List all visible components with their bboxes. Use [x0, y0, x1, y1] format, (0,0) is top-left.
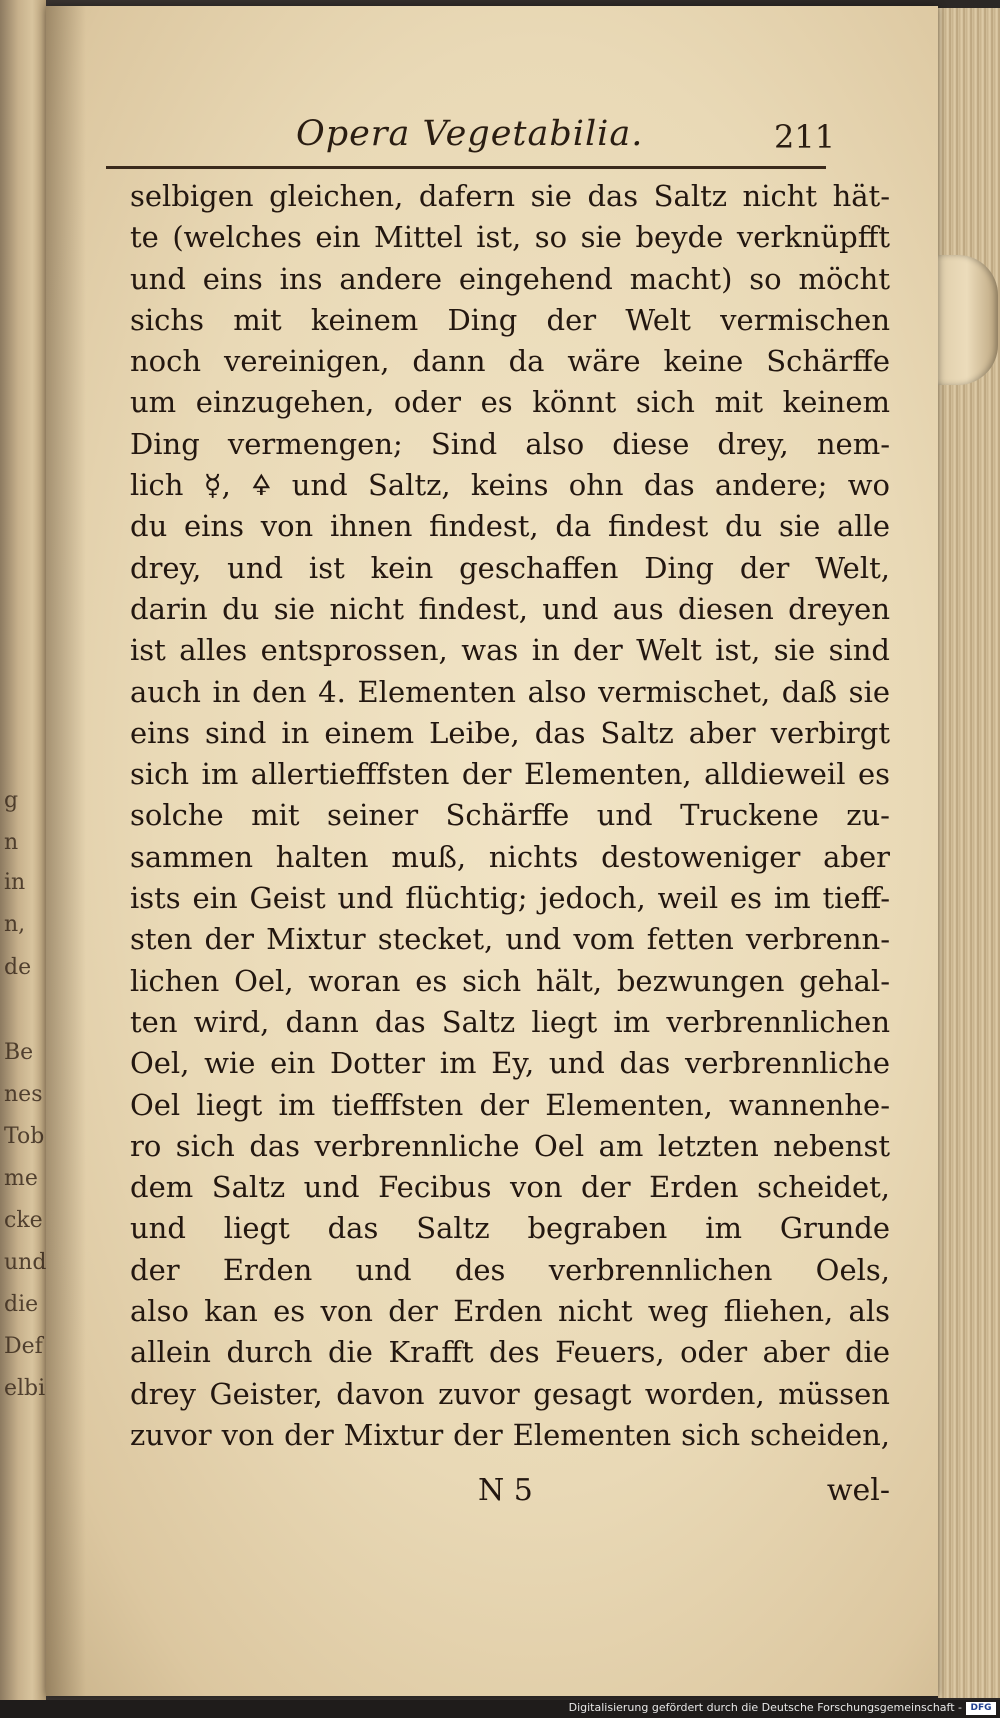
text-line: zuvor von der Mixtur der Elementen sich scheiden,	[130, 1417, 890, 1452]
text-line: um einzugehen, oder es könnt sich mit keinem	[130, 385, 890, 420]
text-line: der Erden und des verbrennlichen Oels,	[130, 1252, 890, 1287]
page-footer	[130, 1473, 890, 1517]
text-line: ro sich das verbrennliche Oel am letzten nebenst	[130, 1128, 890, 1163]
margin-fragment: und	[4, 1250, 47, 1275]
text-line: du eins von ihnen findest, da findest du sie alle	[130, 509, 890, 544]
text-line: lichen Oel, woran es sich hält, bezwungen gehal-	[130, 963, 890, 998]
signature-mark: N 5	[478, 1473, 533, 1508]
margin-fragment: die	[4, 1292, 39, 1317]
gutter-shadow	[46, 6, 86, 1696]
margin-fragment: g	[4, 788, 19, 813]
text-line: und liegt das Saltz begraben im Grunde	[130, 1211, 890, 1246]
margin-fragment: elbi	[4, 1376, 46, 1401]
text-line: dem Saltz und Fecibus von der Erden scheidet,	[130, 1170, 890, 1205]
margin-fragment: nes	[4, 1082, 43, 1107]
text-line: noch vereinigen, dann da wäre keine Schärffe	[130, 344, 890, 379]
text-line: und eins ins andere eingehend macht) so möcht	[130, 261, 890, 296]
book-page	[46, 6, 938, 1696]
margin-fragment: n,	[4, 912, 26, 937]
margin-fragment: n	[4, 830, 19, 855]
text-line: selbigen gleichen, dafern sie das Saltz nicht hät-	[130, 179, 890, 213]
text-line: sichs mit keinem Ding der Welt vermischen	[130, 302, 890, 337]
running-head-title: Opera Vegetabilia.	[296, 114, 644, 154]
text-line: ten wird, dann das Saltz liegt im verbrennlichen	[130, 1004, 890, 1039]
text-line: sammen halten muß, nichts destoweniger aber	[130, 839, 890, 874]
margin-fragment: Tob	[4, 1124, 45, 1149]
facing-page-edge	[0, 0, 46, 1700]
catchword: wel-	[826, 1473, 890, 1508]
text-line: auch in den 4. Elementen also vermischet, daß sie	[130, 674, 890, 709]
margin-fragment: in	[4, 870, 26, 895]
text-line: drey Geister, davon zuvor gesagt worden, müssen	[130, 1376, 890, 1411]
text-line: also kan es von der Erden nicht weg fliehen, als	[130, 1294, 890, 1329]
text-line: te (welches ein Mittel ist, so sie beyde verknüpfft	[130, 220, 890, 255]
text-line: Oel liegt im tiefffsten der Elementen, wannenhe-	[130, 1087, 890, 1122]
digitization-bar	[0, 1700, 1000, 1718]
text-line: ists ein Geist und flüchtig; jedoch, weil es im tieff-	[130, 881, 890, 916]
margin-fragment: me	[4, 1166, 38, 1191]
text-line: sten der Mixtur stecket, und vom fetten verbrenn-	[130, 922, 890, 957]
dfg-logo-icon: DFG	[966, 1702, 996, 1715]
page-number: 211	[774, 118, 836, 156]
text-line: drey, und ist kein geschaffen Ding der Welt,	[130, 550, 890, 585]
text-line: darin du sie nicht findest, und aus diesen dreyen	[130, 591, 890, 626]
text-line: Ding vermengen; Sind also diese drey, nem-	[130, 426, 890, 461]
digitization-notice: Digitalisierung gefördert durch die Deutsche Forschungsgemeinschaft -	[568, 1701, 962, 1714]
body-text	[130, 176, 890, 1456]
margin-fragment: cke	[4, 1208, 43, 1233]
text-line: sich im allertiefffsten der Elementen, alldieweil es	[130, 757, 890, 792]
margin-fragment: Be	[4, 1040, 34, 1065]
text-line: eins sind in einem Leibe, das Saltz aber verbirgt	[130, 715, 890, 750]
margin-fragment: Def	[4, 1334, 43, 1359]
text-line: allein durch die Krafft des Feuers, oder aber die	[130, 1335, 890, 1370]
text-line: Oel, wie ein Dotter im Ey, und das verbrennliche	[130, 1046, 890, 1081]
text-line: solche mit seiner Schärffe und Truckene zu-	[130, 798, 890, 833]
running-head	[46, 114, 938, 164]
margin-fragment: de	[4, 955, 32, 980]
head-rule	[106, 166, 826, 169]
text-line: ist alles entsprossen, was in der Welt ist, sie sind	[130, 633, 890, 668]
text-line: lich ☿, 🜍 und Saltz, keins ohn das andere; wo	[130, 468, 890, 503]
